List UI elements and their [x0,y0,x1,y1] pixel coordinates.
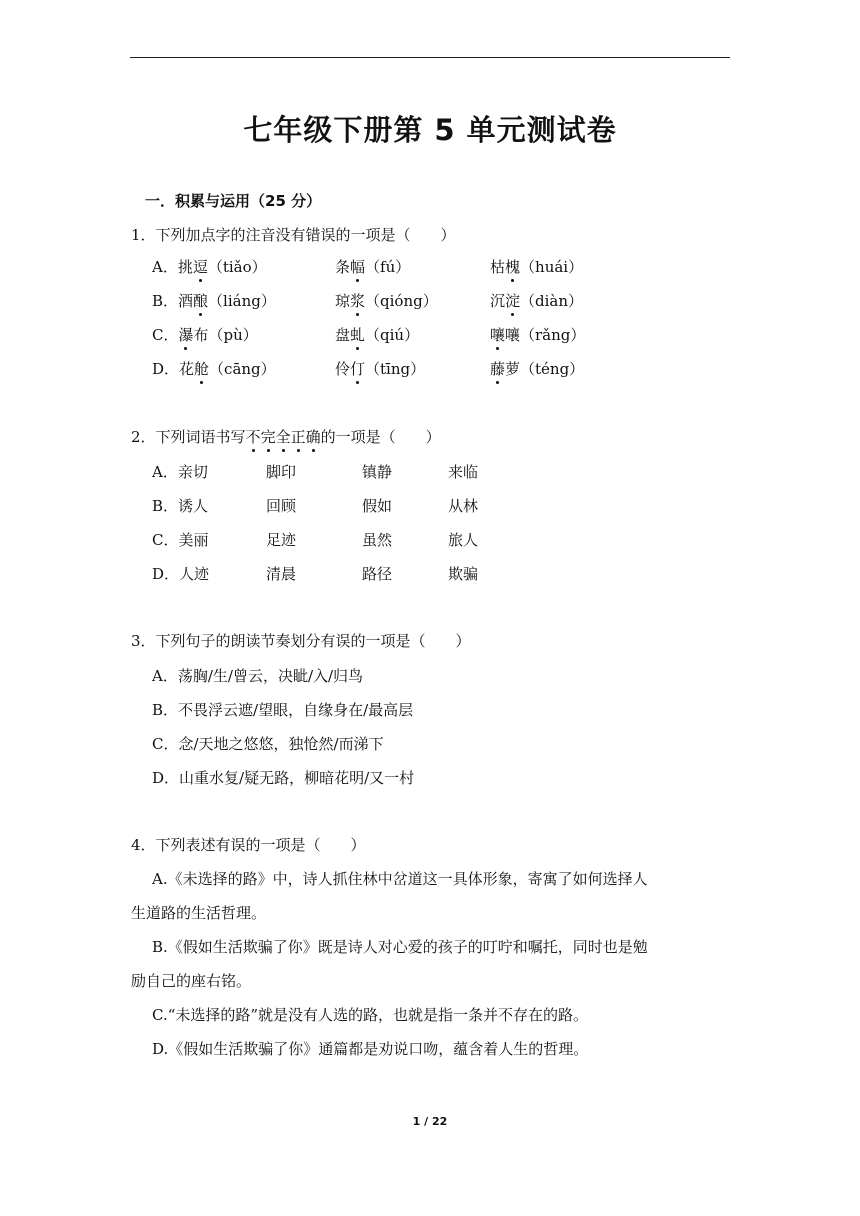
q2-option-a-word-4: 来临 [448,463,479,481]
q2-option-b-word-4: 从林 [448,497,479,515]
q4-option-b-line-1: B.《假如生活欺骗了你》既是诗人对心爱的孩子的叮咛和嘱托，同时也是勉 [152,938,648,956]
q2-option-c-word-1: C．美丽 [152,531,209,549]
q2-option-c-word-2: 足迹 [266,531,297,549]
question-4-stem: 4．下列表述有误的一项是（ ） [131,836,366,854]
q2-option-c-word-4: 旅人 [448,531,479,549]
q3-option-a: A．荡胸/生/曾云，决眦/入/归鸟 [152,667,364,685]
q4-option-d: D.《假如生活欺骗了你》通篇都是劝说口吻，蕴含着人生的哲理。 [152,1040,589,1058]
q2-option-c-word-3: 虽然 [362,531,393,549]
q1-option-a-3: 枯槐（huái） [490,258,584,276]
q4-option-c: C.“未选择的路”就是没有人选的路，也就是指一条并不存在的路。 [152,1006,589,1024]
q3-option-c: C．念/天地之悠悠，独怆然/而涕下 [152,735,384,753]
q1-option-c-3: 嚷嚷（rǎng） [490,326,586,344]
q2-option-a-word-2: 脚印 [266,463,297,481]
page-number: 1 / 22 [412,1115,448,1128]
q4-option-a-line-1: A.《未选择的路》中，诗人抓住林中岔道这一具体形象，寄寓了如何选择人 [152,870,648,888]
question-1-stem: 1．下列加点字的注音没有错误的一项是（ ） [131,226,456,244]
q1-option-d-2: 伶仃（tīng） [335,360,426,378]
q1-option-a-1: A．挑逗（tiǎo） [152,258,267,276]
question-3-stem: 3．下列句子的朗读节奏划分有误的一项是（ ） [131,632,471,650]
q1-option-d-1: D．花舱（cāng） [152,360,276,378]
q3-option-d: D．山重水复/疑无路，柳暗花明/又一村 [152,769,415,787]
q2-option-b-word-2: 回顾 [266,497,297,515]
q2-option-d-word-4: 欺骗 [448,565,479,583]
page-title: 七年级下册第 5 单元测试卷 [243,113,617,147]
q4-option-b-line-2: 励自己的座右铭。 [131,972,252,990]
header-rule [130,57,730,58]
q2-option-d-word-3: 路径 [362,565,393,583]
section-heading: 一．积累与运用（25 分） [145,192,322,210]
q2-option-a-word-3: 镇静 [362,463,393,481]
q2-option-d-word-2: 清晨 [266,565,297,583]
q4-option-a-line-2: 生道路的生活哲理。 [131,904,267,922]
q2-option-b-word-3: 假如 [362,497,393,515]
q1-option-c-1: C．瀑布（pù） [152,326,258,344]
q1-option-d-3: 藤萝（téng） [490,360,585,378]
q1-option-b-2: 琼浆（qióng） [335,292,438,310]
q1-option-c-2: 盘虬（qiú） [335,326,420,344]
q3-option-b: B．不畏浮云遮/望眼，自缘身在/最高层 [152,701,414,719]
q1-option-b-3: 沉淀（diàn） [490,292,584,310]
q1-option-a-2: 条幅（fú） [335,258,411,276]
q2-option-b-word-1: B．诱人 [152,497,209,515]
q1-option-b-1: B．酒酿（liáng） [152,292,276,310]
question-2-stem: 2．下列词语书写不完全正确的一项是（ ） [131,428,441,446]
q2-option-d-word-1: D．人迹 [152,565,210,583]
q2-option-a-word-1: A．亲切 [152,463,208,481]
